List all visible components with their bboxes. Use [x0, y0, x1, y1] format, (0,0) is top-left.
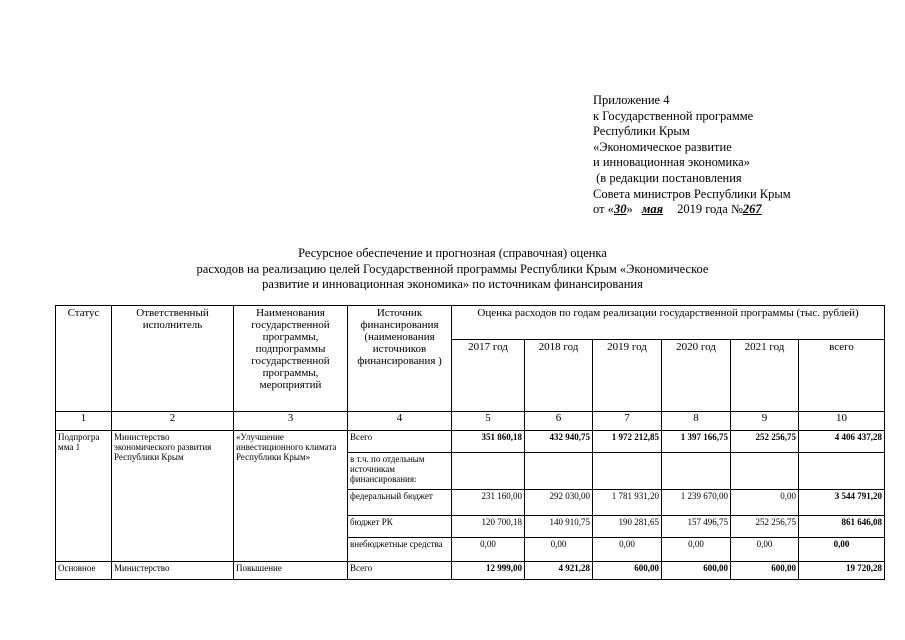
title-line-2: расходов на реализацию целей Государственной программы Республики Крым «Экономическое	[196, 261, 709, 276]
row-source: в т.ч. по отдельным источникам финансирования:	[348, 452, 452, 489]
header-year: 2019 год	[593, 340, 662, 412]
row-source: бюджет РК	[348, 515, 452, 537]
table-cell: 1 397 166,75	[662, 431, 731, 453]
funding-table	[55, 305, 885, 580]
table-cell: 252 256,75	[731, 431, 799, 453]
table-cell: 4 406 437,28	[799, 431, 885, 453]
table-cell: 0,00	[593, 537, 662, 562]
col-number: 6	[525, 412, 593, 431]
table-cell: 600,00	[593, 562, 662, 580]
table-cell: 1 781 931,20	[593, 490, 662, 516]
col-number: 10	[799, 412, 885, 431]
appendix-line: к Государственной программе	[593, 108, 754, 123]
table-cell: 252 256,75	[731, 515, 799, 537]
table-cell: 0,00	[662, 537, 731, 562]
appendix-line: Республики Крым	[593, 124, 690, 139]
column-number-row	[56, 412, 885, 431]
col-number: 7	[593, 412, 662, 431]
table-cell: 157 496,75	[662, 515, 731, 537]
header-year: 2020 год	[662, 340, 731, 412]
table-cell	[731, 452, 799, 489]
header-program: Наименования государственной программы, подпрограммы государственной программы, мероприятий	[234, 306, 348, 412]
table-cell: 19 720,28	[799, 562, 885, 580]
table-cell: 3 544 791,20	[799, 490, 885, 516]
table-row	[56, 562, 885, 580]
col-number: 4	[348, 412, 452, 431]
table-cell: 292 030,00	[525, 490, 593, 516]
table-cell: 0,00	[731, 490, 799, 516]
appendix-line: Совета министров Республики Крым	[593, 186, 791, 201]
appendix-line: Приложение 4	[593, 93, 670, 107]
document-title	[0, 246, 905, 293]
table-cell: 190 281,65	[593, 515, 662, 537]
col-number: 9	[731, 412, 799, 431]
table-cell	[593, 452, 662, 489]
table-cell: 0,00	[525, 537, 593, 562]
date-month-handwritten: мая	[641, 202, 664, 217]
header-executor: Ответственный исполнитель	[112, 306, 234, 412]
table-cell	[662, 452, 731, 489]
table-cell: 861 646,08	[799, 515, 885, 537]
appendix-line: и инновационная экономика»	[593, 155, 750, 170]
table-cell: 0,00	[799, 537, 885, 562]
header-estimate: Оценка расходов по годам реализации государственной программы (тыс. рублей)	[452, 306, 885, 340]
table-cell: 4 921,28	[525, 562, 593, 580]
row-source: внебюджетные средства	[348, 537, 452, 562]
row-source: федеральный бюджет	[348, 490, 452, 516]
date-day-handwritten: 30	[613, 202, 627, 217]
header-status: Статус	[56, 306, 112, 412]
appendix-date-line	[593, 202, 791, 218]
col-number: 2	[112, 412, 234, 431]
table-cell: 0,00	[731, 537, 799, 562]
title-line-1: Ресурсное обеспечение и прогнозная (справочная) оценка	[298, 246, 607, 260]
row-program: Повышение	[234, 562, 348, 580]
row-source: Всего	[348, 431, 452, 453]
table-cell: 432 940,75	[525, 431, 593, 453]
row-executor: Министерство	[112, 562, 234, 580]
appendix-line: (в редакции постановления	[593, 170, 742, 185]
header-row	[56, 306, 885, 340]
row-status: Подпрогра мма 1	[56, 431, 112, 562]
col-number: 3	[234, 412, 348, 431]
table-row	[56, 431, 885, 453]
title-line-3: развитие и инновационная экономика» по источникам финансирования	[262, 277, 643, 291]
table-cell	[799, 452, 885, 489]
appendix-block	[593, 93, 791, 218]
row-status: Основное	[56, 562, 112, 580]
table-cell: 351 860,18	[452, 431, 525, 453]
table-cell	[452, 452, 525, 489]
table-cell: 12 999,00	[452, 562, 525, 580]
date-year: 2019 года №	[677, 202, 743, 217]
header-year: 2017 год	[452, 340, 525, 412]
decree-number-handwritten: 267	[742, 202, 762, 217]
header-year: 2021 год	[731, 340, 799, 412]
table-cell: 1 239 670,00	[662, 490, 731, 516]
table-cell: 120 700,18	[452, 515, 525, 537]
table-cell: 0,00	[452, 537, 525, 562]
header-total: всего	[799, 340, 885, 412]
col-number: 8	[662, 412, 731, 431]
row-executor: Министерство экономического развития Республики Крым	[112, 431, 234, 562]
col-number: 1	[56, 412, 112, 431]
table-cell: 600,00	[731, 562, 799, 580]
date-sep: »	[626, 202, 636, 217]
header-source: Источник финансирования (наименования источников финансирования )	[348, 306, 452, 412]
table-cell: 140 910,75	[525, 515, 593, 537]
table-cell: 600,00	[662, 562, 731, 580]
row-program: «Улучшение инвестиционного климата Республики Крым»	[234, 431, 348, 562]
date-prefix: от «	[593, 202, 614, 217]
table-cell	[525, 452, 593, 489]
col-number: 5	[452, 412, 525, 431]
row-source: Всего	[348, 562, 452, 580]
header-year: 2018 год	[525, 340, 593, 412]
appendix-line: «Экономическое развитие	[593, 139, 732, 154]
table-cell: 231 160,00	[452, 490, 525, 516]
table-cell: 1 972 212,85	[593, 431, 662, 453]
